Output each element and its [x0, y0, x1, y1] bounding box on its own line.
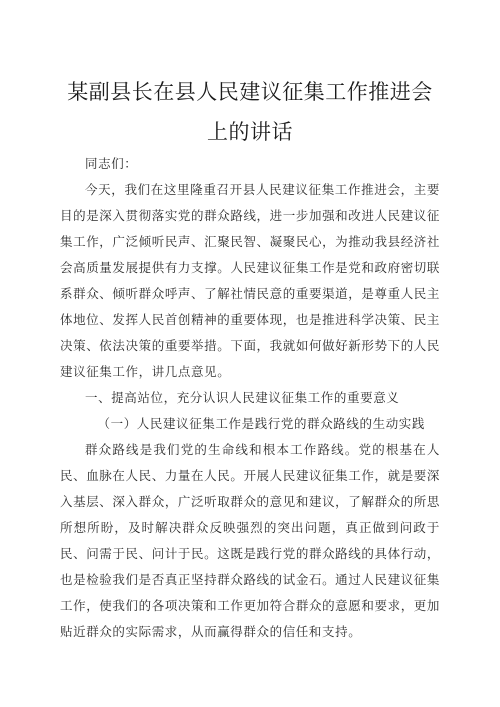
document-body: [60, 151, 440, 645]
document-title-line2: 上的讲话: [207, 120, 293, 144]
document-title-line1: 某副县长在县人民建议征集工作推进会: [67, 80, 433, 104]
subsection-paragraph: 群众路线是我们党的生命线和根本工作路线。党的根基在人民、血脉在人民、力量在人民。开展人民建议征集工作，就是要深入基层、深入群众，广泛听取群众的意见和建议，了解群众的所思所想所盼，及时解决群众反映强烈的突出问题，真正做到问政于民、问需于民、问计于民。这既是践行党的群众路线的具体行动，也是检验我们是否真正坚持群众路线的试金石。通过人民建议征集工作，使我们的各项决策和工作更加符合群众的意愿和要求，更加贴近群众的实际需求，从而赢得群众的信任和支持。: [60, 442, 440, 639]
salutation: 同志们：: [85, 156, 138, 171]
intro-paragraph: 今天，我们在这里隆重召开县人民建议征集工作推进会，主要目的是深入贯彻落实党的群众路线，进一步加强和改进人民建议征集工作，广泛倾听民声、汇聚民智、凝聚民心，为推动我县经济社会高质量发展提供有力支撑。人民建议征集工作是党和政府密切联系群众、倾听群众呼声、了解社情民意的重要渠道，是尊重人民主体地位、发挥人民首创精神的重要体现，也是推进科学决策、民主决策、依法决策的重要举措。下面，我就如何做好新形势下的人民建议征集工作，讲几点意见。: [60, 182, 440, 379]
subsection-heading: （一）人民建议征集工作是践行党的群众路线的生动实践: [97, 416, 426, 431]
section-heading: 一、提高站位，充分认识人民建议征集工作的重要意义: [85, 390, 400, 405]
